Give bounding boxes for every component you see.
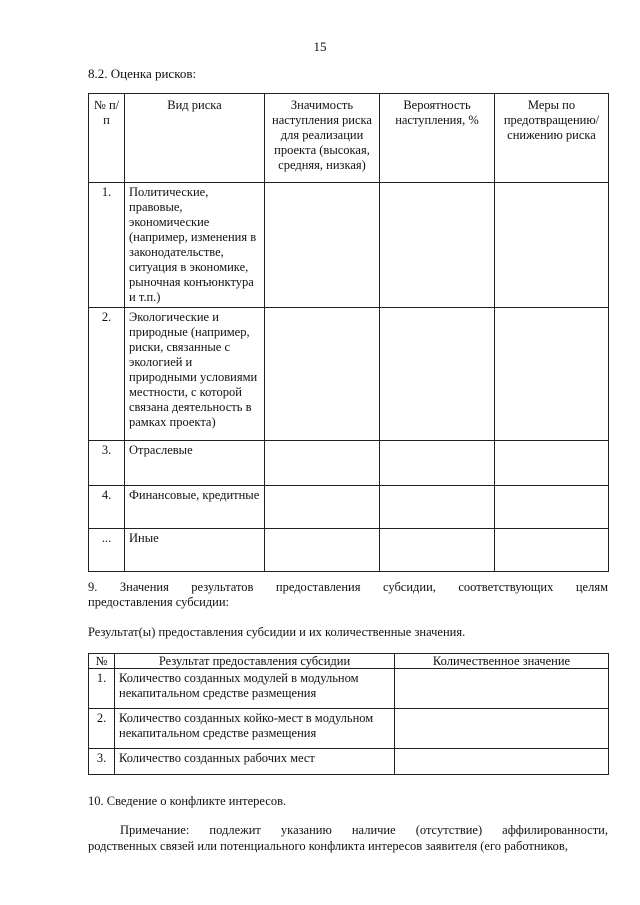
section-10-heading: 10. Сведение о конфликте интересов. [88, 794, 287, 808]
risk-row-num: ... [89, 529, 125, 572]
risk-row [89, 529, 609, 572]
risk-row-significance-cell[interactable] [265, 529, 380, 572]
risk-row-probability-cell[interactable] [380, 183, 495, 308]
section-10-note [88, 822, 608, 854]
risk-row-significance-cell[interactable] [265, 441, 380, 486]
results-row-result: Количество созданных рабочих мест [115, 749, 395, 775]
risk-header-significance: Значимость наступления риска для реализации проекта (высокая, средняя, низкая) [265, 94, 380, 183]
risk-row-measures-cell[interactable] [495, 308, 609, 441]
results-header-value: Количественное значение [395, 654, 609, 669]
risk-table-header-row [89, 94, 609, 183]
section-8-2-heading: 8.2. Оценка рисков: [88, 66, 197, 81]
risk-row-num: 1. [89, 183, 125, 308]
risk-row-probability-cell[interactable] [380, 486, 495, 529]
risk-row-measures-cell[interactable] [495, 183, 609, 308]
results-row-result: Количество созданных модулей в модульном некапитальном средстве размещения [115, 669, 395, 709]
risk-row [89, 441, 609, 486]
results-row-num: 3. [89, 749, 115, 775]
risk-row-type: Отраслевые [125, 441, 265, 486]
risk-row-type: Экологические и природные (например, риски, связанные с экологией и природными условиями местности, с которой связана деятельность в рамках проекта) [125, 308, 265, 441]
risk-row-num: 4. [89, 486, 125, 529]
results-header-result: Результат предоставления субсидии [115, 654, 395, 669]
section-9-line-1: 9. Значения результатов предоставления субсидии, соответствующих целям [88, 580, 608, 594]
risk-row-probability-cell[interactable] [380, 529, 495, 572]
results-row-value-cell[interactable] [395, 749, 609, 775]
risk-header-measures: Меры по предотвращению/ снижению риска [495, 94, 609, 183]
risk-row [89, 486, 609, 529]
results-row-num: 1. [89, 669, 115, 709]
page-number: 15 [313, 39, 327, 54]
risk-header-probability: Вероятность наступления, % [380, 94, 495, 183]
results-table-header-row [89, 654, 609, 669]
risk-row-type: Политические, правовые, экономические (например, изменения в законодательстве, ситуация в экономике, рыночная конъюнктура и т.п.) [125, 183, 265, 308]
results-row [89, 749, 609, 775]
section-9-paragraph [88, 580, 608, 610]
risk-row-measures-cell[interactable] [495, 486, 609, 529]
results-row-value-cell[interactable] [395, 709, 609, 749]
risk-row [89, 183, 609, 308]
risk-row-significance-cell[interactable] [265, 183, 380, 308]
results-intro: Результат(ы) предоставления субсидии и их количественные значения. [88, 625, 466, 639]
risk-row-probability-cell[interactable] [380, 308, 495, 441]
risk-row-significance-cell[interactable] [265, 486, 380, 529]
results-row [89, 669, 609, 709]
subsidy-results-table [88, 653, 609, 775]
results-row-num: 2. [89, 709, 115, 749]
risk-row-significance-cell[interactable] [265, 308, 380, 441]
risk-row-num: 3. [89, 441, 125, 486]
note-line-1: Примечание: подлежит указанию наличие (отсутствие) аффилированности, [120, 823, 608, 837]
risk-header-num: № п/п [89, 94, 125, 183]
results-row [89, 709, 609, 749]
results-row-result: Количество созданных койко-мест в модульном некапитальном средстве размещения [115, 709, 395, 749]
risk-row-measures-cell[interactable] [495, 529, 609, 572]
risk-row-num: 2. [89, 308, 125, 441]
risk-header-type: Вид риска [125, 94, 265, 183]
results-header-num: № [89, 654, 115, 669]
risk-row-type: Иные [125, 529, 265, 572]
note-line-2: родственных связей или потенциального конфликта интересов заявителя (его работников, [88, 839, 568, 853]
risk-row-probability-cell[interactable] [380, 441, 495, 486]
section-9-line-2: предоставления субсидии: [88, 595, 230, 609]
risk-row-type: Финансовые, кредитные [125, 486, 265, 529]
risk-row [89, 308, 609, 441]
results-row-value-cell[interactable] [395, 669, 609, 709]
risk-row-measures-cell[interactable] [495, 441, 609, 486]
risk-assessment-table [88, 93, 609, 572]
